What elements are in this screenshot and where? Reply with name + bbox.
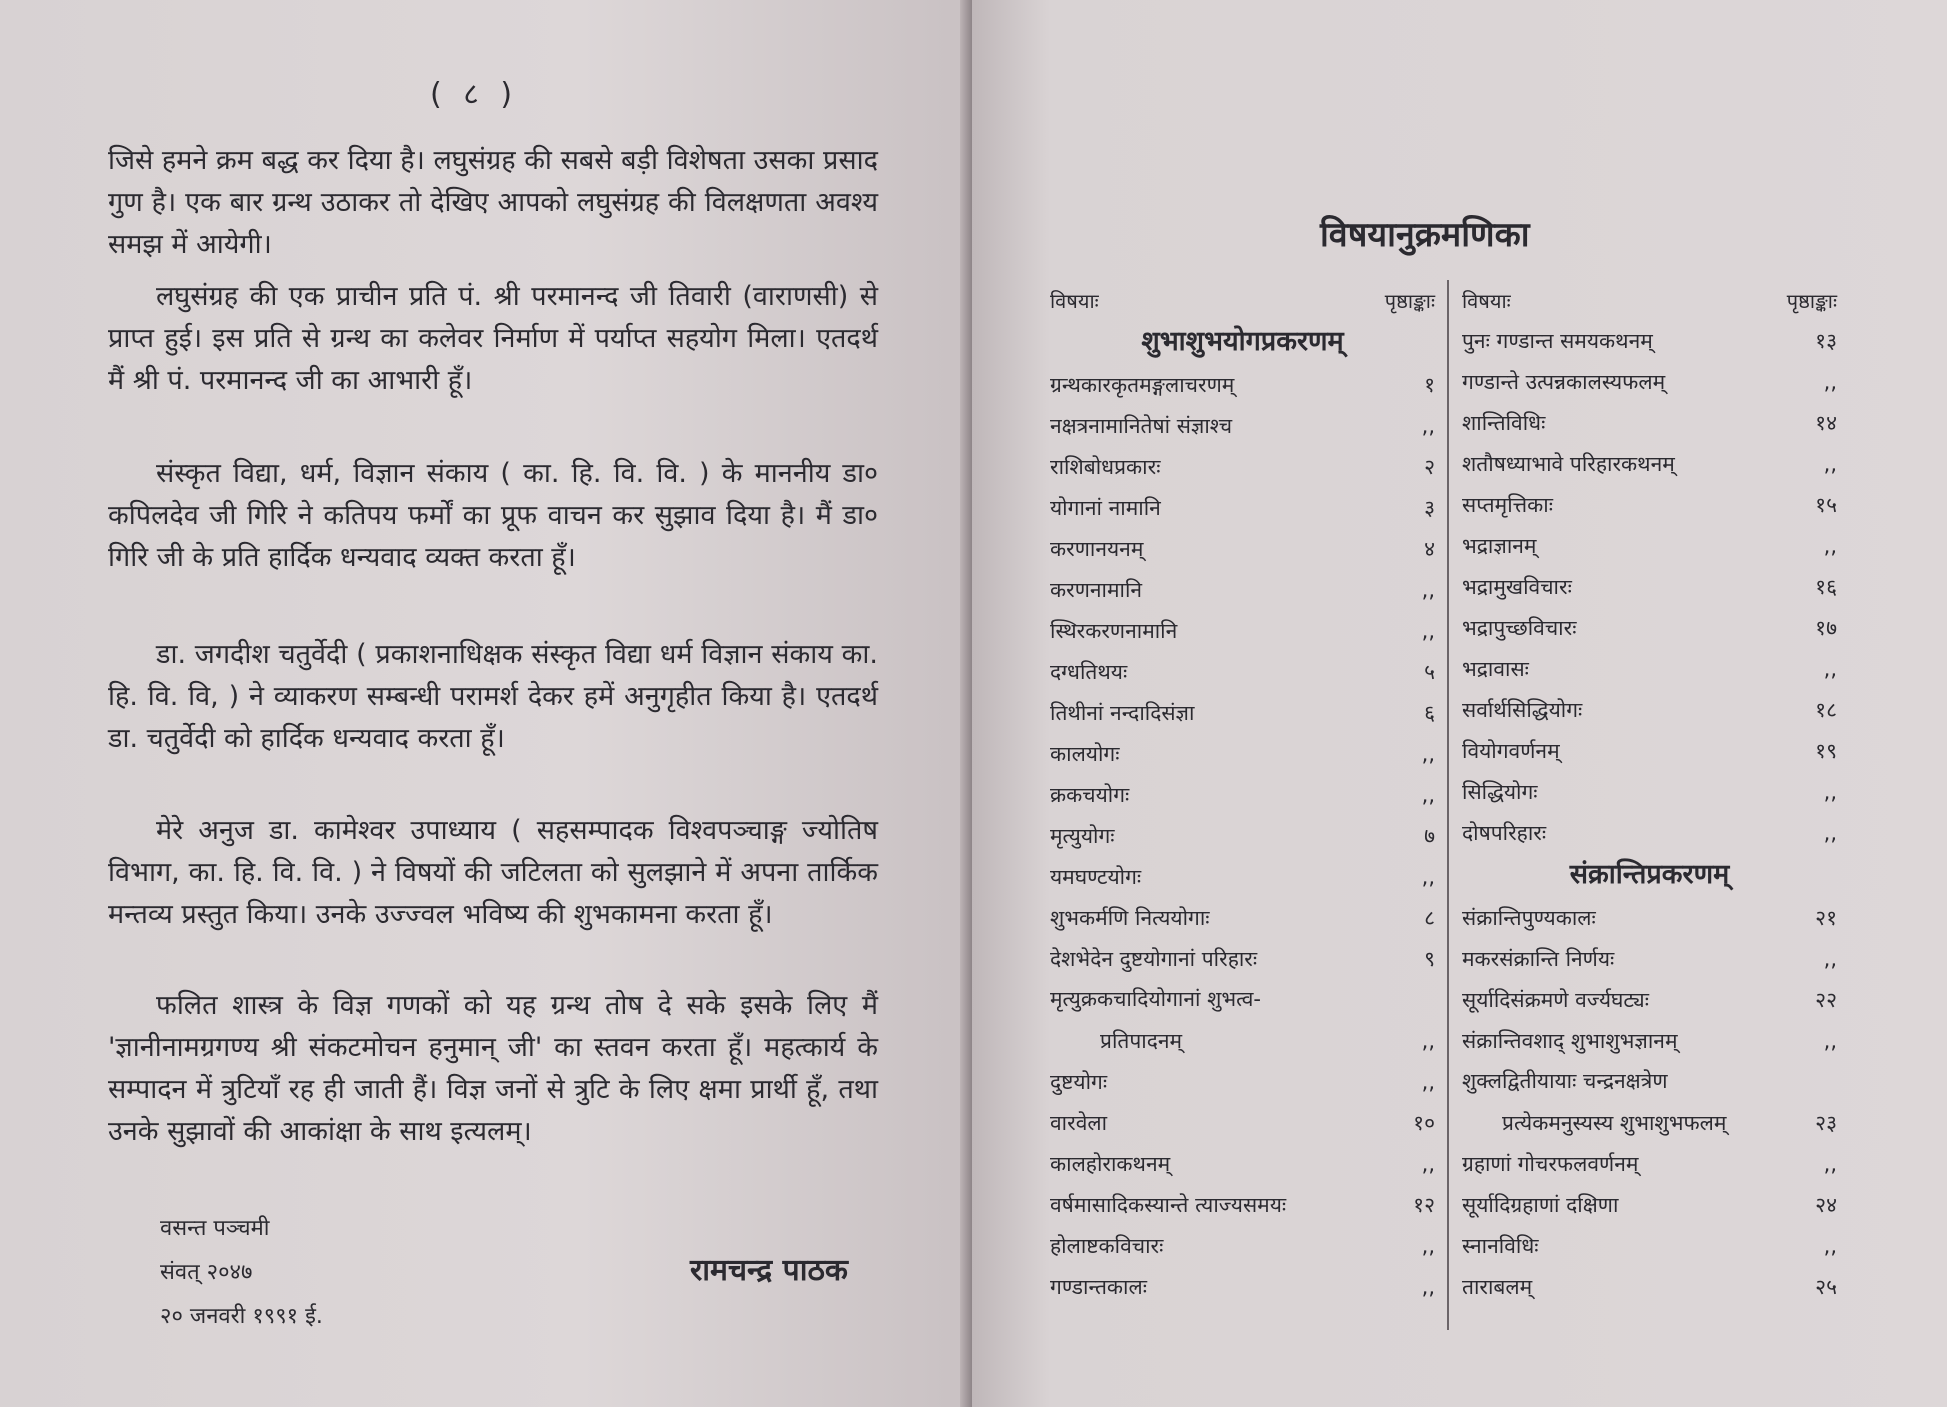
toc-entry-page: १७ xyxy=(1815,615,1837,640)
toc-entry xyxy=(1462,897,1837,938)
toc-entry xyxy=(1462,1184,1837,1225)
toc-entry-text: क्रकचयोगः xyxy=(1050,782,1130,807)
signature-date-2: संवत् २०४७ xyxy=(160,1260,253,1285)
toc-entry xyxy=(1462,1143,1837,1184)
toc-entry-page: ,, xyxy=(1421,741,1435,766)
toc-entry-page: ,, xyxy=(1823,779,1837,804)
toc-entry xyxy=(1462,566,1837,607)
toc-entry-page: ,, xyxy=(1823,451,1837,476)
header-page: पृष्ठाङ्काः xyxy=(1786,288,1837,313)
toc-entry-text: राशिबोधप्रकारः xyxy=(1050,454,1161,479)
toc-entry-page: ९ xyxy=(1424,946,1435,971)
page-number: ( ८ ) xyxy=(430,77,519,112)
toc-entry xyxy=(1462,812,1837,853)
toc-entry-page: ,, xyxy=(1823,1028,1837,1053)
toc-entry-text: यमघण्टयोगः xyxy=(1050,864,1142,889)
toc-entry-page: ,, xyxy=(1823,1233,1837,1258)
toc-entry-text: करणानयनम् xyxy=(1050,536,1144,561)
toc-entry-page: १५ xyxy=(1815,492,1837,517)
toc-entry-page: २३ xyxy=(1815,1110,1837,1135)
toc-entry-text: वारवेला xyxy=(1050,1110,1108,1135)
toc-entry-page: ,, xyxy=(1823,533,1837,558)
toc-entry-page: २ xyxy=(1424,454,1435,479)
toc-entry-text: देशभेदेन दुष्टयोगानां परिहारः xyxy=(1050,946,1258,971)
toc-entry-page: १३ xyxy=(1815,328,1837,353)
toc-entry-text: वियोगवर्णनम् xyxy=(1462,738,1560,763)
toc-entry xyxy=(1050,1184,1435,1225)
toc-entry-text: सूर्यादिग्रहाणां दक्षिणा xyxy=(1462,1192,1619,1217)
toc-entry xyxy=(1050,487,1435,528)
toc-entry xyxy=(1462,938,1837,979)
toc-entry xyxy=(1462,648,1837,689)
toc-entry xyxy=(1050,774,1435,815)
toc-entry xyxy=(1462,1020,1837,1061)
toc-entry-text: गण्डान्तकालः xyxy=(1050,1274,1147,1299)
toc-entry-page: ४ xyxy=(1424,536,1435,561)
toc-entry-text: ग्रन्थकारकृतमङ्गलाचरणम् xyxy=(1050,372,1235,397)
toc-entry-page: ,, xyxy=(1823,656,1837,681)
signature-date-1: वसन्त पञ्चमी xyxy=(160,1216,270,1241)
toc-title: विषयानुक्रमणिका xyxy=(1320,215,1530,255)
paragraph-6: फलित शास्त्र के विज्ञ गणकों को यह ग्रन्थ तोष दे सके इसके लिए मैं 'ज्ञानीनामग्रगण्य श्री संकटमोचन हनुमान् जी' का स्तवन करता हूँ। महत्कार्य के सम्पादन में त्रुटियाँ रह ही जाती हैं। विज्ञ जनों से त्रुटि के लिए क्षमा प्रार्थी हूँ, तथा उनके सुझावों की आकांक्षा के साथ इत्यलम्। xyxy=(108,990,878,1147)
toc-entry-page: ,, xyxy=(1823,946,1837,971)
toc-entry xyxy=(1050,1143,1435,1184)
toc-entry-page: ,, xyxy=(1421,1028,1435,1053)
toc-entry xyxy=(1462,525,1837,566)
toc-entry-text: ग्रहाणां गोचरफलवर्णनम् xyxy=(1462,1151,1639,1176)
toc-entry xyxy=(1050,1102,1435,1143)
header-subject: विषयाः xyxy=(1462,288,1511,313)
toc-entry-text: शुक्लद्वितीयायाः चन्द्रनक्षत्रेण xyxy=(1462,1069,1668,1093)
toc-entry-page: ,, xyxy=(1823,820,1837,845)
toc-entry-page: १९ xyxy=(1815,738,1837,763)
toc-entry-page: २२ xyxy=(1815,987,1837,1012)
toc-entry-page: १४ xyxy=(1815,410,1837,435)
header-subject: विषयाः xyxy=(1050,288,1099,313)
toc-entry-text: सप्तमृत्तिकाः xyxy=(1462,492,1553,517)
toc-entry-page: १० xyxy=(1413,1110,1435,1135)
toc-entry xyxy=(1050,405,1435,446)
toc-entry xyxy=(1050,610,1435,651)
toc-entry-text: ताराबलम् xyxy=(1462,1274,1533,1299)
toc-entry-text: दुष्टयोगः xyxy=(1050,1069,1108,1094)
toc-entry-page: १६ xyxy=(1815,574,1837,599)
toc-entry-text: करणनामानि xyxy=(1050,577,1143,602)
toc-entry-text: गण्डान्ते उत्पन्नकालस्यफलम् xyxy=(1462,369,1666,394)
toc-entry-text: भद्रामुखविचारः xyxy=(1462,574,1572,599)
toc-entry xyxy=(1050,938,1435,979)
toc-entry-text: पुनः गण्डान्त समयकथनम् xyxy=(1462,328,1653,353)
toc-entry-text: शुभकर्मणि नित्ययोगाः xyxy=(1050,905,1210,930)
toc-entry xyxy=(1050,1225,1435,1266)
toc-entry xyxy=(1462,771,1837,812)
column-header xyxy=(1462,280,1837,320)
toc-entry xyxy=(1050,856,1435,897)
toc-entry-page: २५ xyxy=(1815,1274,1837,1299)
toc-entry-page: ५ xyxy=(1424,659,1435,684)
paragraph-3: संस्कृत विद्या, धर्म, विज्ञान संकाय ( का. हि. वि. वि. ) के माननीय डा० कपिलदेव जी गिरि ने कतिपय फर्मों का प्रूफ वाचन कर सुझाव दिया है। मैं डा० गिरि जी के प्रति हार्दिक धन्यवाद व्यक्त करता हूँ। xyxy=(108,458,878,573)
toc-entry-text: संक्रान्तिपुण्यकालः xyxy=(1462,905,1596,930)
left-page xyxy=(0,0,970,1407)
toc-entry-text: संक्रान्तिवशाद् शुभाशुभज्ञानम् xyxy=(1462,1028,1678,1053)
toc-column-2 xyxy=(1462,280,1837,1307)
signature-date-3: २० जनवरी १९९१ ई. xyxy=(160,1304,323,1329)
header-page: पृष्ठाङ्काः xyxy=(1384,288,1435,313)
toc-entry xyxy=(1050,569,1435,610)
toc-entry xyxy=(1462,402,1837,443)
toc-entry xyxy=(1050,651,1435,692)
toc-entry xyxy=(1462,979,1837,1020)
toc-entry-page: ६ xyxy=(1424,700,1435,725)
toc-entry-text: वर्षमासादिकस्यान्ते त्याज्यसमयः xyxy=(1050,1192,1287,1217)
toc-entry xyxy=(1050,979,1435,1061)
toc-entry-text: शान्तिविधिः xyxy=(1462,410,1546,435)
toc-entry xyxy=(1050,692,1435,733)
toc-entry-page: १२ xyxy=(1413,1192,1435,1217)
toc-entry-text: होलाष्टकविचारः xyxy=(1050,1233,1164,1258)
toc-entry-page: ,, xyxy=(1421,1151,1435,1176)
section-heading: शुभाशुभयोगप्रकरणम् xyxy=(1141,326,1344,357)
toc-entry xyxy=(1462,484,1837,525)
toc-entry xyxy=(1050,815,1435,856)
toc-entry-text: भद्रापुच्छविचारः xyxy=(1462,615,1577,640)
toc-entry-page: ,, xyxy=(1823,1151,1837,1176)
toc-entry-text: सूर्यादिसंक्रमणे वर्ज्यघट्यः xyxy=(1462,987,1649,1012)
toc-entry-text: सर्वार्थसिद्धियोगः xyxy=(1462,697,1583,722)
toc-entry-page: ८ xyxy=(1424,905,1435,930)
column-divider xyxy=(1447,280,1449,1330)
toc-entry-page: ३ xyxy=(1424,495,1435,520)
toc-entry-text: दग्धतिथयः xyxy=(1050,659,1128,684)
toc-entry-text: प्रत्येकमनुस्यस्य शुभाशुभफलम् xyxy=(1502,1110,1727,1135)
toc-entry xyxy=(1050,364,1435,405)
paragraph-4: डा. जगदीश चतुर्वेदी ( प्रकाशनाधिक्षक संस्कृत विद्या धर्म विज्ञान संकाय का. हि. वि. वि, ) ने व्याकरण सम्बन्धी परामर्श देकर हमें अनुगृहीत किया है। एतदर्थ डा. चतुर्वेदी को हार्दिक धन्यवाद करता हूँ। xyxy=(108,639,878,754)
section-heading: संक्रान्तिप्रकरणम् xyxy=(1569,859,1730,890)
toc-entry xyxy=(1462,361,1837,402)
toc-entry-text: सिद्धियोगः xyxy=(1462,779,1538,804)
toc-entry xyxy=(1050,733,1435,774)
toc-entry xyxy=(1462,1225,1837,1266)
column-header xyxy=(1050,280,1435,320)
toc-entry xyxy=(1462,1266,1837,1307)
toc-entry xyxy=(1462,443,1837,484)
toc-entry-page: १८ xyxy=(1815,697,1837,722)
paragraph-2: लघुसंग्रह की एक प्राचीन प्रति पं. श्री परमानन्द जी तिवारी (वाराणसी) से प्राप्त हुई। इस प्रति से ग्रन्थ का कलेवर निर्माण में पर्याप्त सहयोग मिला। एतदर्थ मैं श्री पं. परमानन्द जी का आभारी हूँ। xyxy=(108,281,878,396)
toc-entry-page: ,, xyxy=(1421,618,1435,643)
toc-entry-text: कालहोराकथनम् xyxy=(1050,1151,1171,1176)
toc-entry-text: मकरसंक्रान्ति निर्णयः xyxy=(1462,946,1615,971)
toc-entry-page: २१ xyxy=(1815,905,1837,930)
toc-entry xyxy=(1462,607,1837,648)
toc-entry-page: ,, xyxy=(1421,782,1435,807)
toc-entry-page: ,, xyxy=(1421,864,1435,889)
toc-entry-text: मृत्युयोगः xyxy=(1050,823,1115,848)
toc-entry-text: शतौषध्याभावे परिहारकथनम् xyxy=(1462,451,1675,476)
toc-entry-text: मृत्युक्रकचादियोगानां शुभत्व- xyxy=(1050,987,1261,1011)
toc-entry xyxy=(1462,730,1837,771)
toc-entry-page: ,, xyxy=(1421,1233,1435,1258)
toc-entry xyxy=(1462,320,1837,361)
toc-entry-page: ,, xyxy=(1421,577,1435,602)
toc-entry-text: दोषपरिहारः xyxy=(1462,820,1547,845)
toc-entry-text: भद्राज्ञानम् xyxy=(1462,533,1537,558)
toc-entry xyxy=(1050,1061,1435,1102)
toc-entry-page: ,, xyxy=(1421,413,1435,438)
toc-entry xyxy=(1050,446,1435,487)
toc-entry-page: ,, xyxy=(1823,369,1837,394)
toc-entry-page: १ xyxy=(1424,372,1435,397)
toc-entry-text: नक्षत्रनामानितेषां संज्ञाश्च xyxy=(1050,413,1233,438)
toc-column-1 xyxy=(1050,280,1435,1307)
paragraph-5: मेरे अनुज डा. कामेश्वर उपाध्याय ( सहसम्पादक विश्वपञ्चाङ्ग ज्योतिष विभाग, का. हि. वि. वि. ) ने विषयों की जटिलता को सुलझाने में अपना तार्किक मन्तव्य प्रस्तुत किया। उनके उज्ज्वल भविष्य की शुभकामना करता हूँ। xyxy=(108,815,878,930)
toc-entry-page: २४ xyxy=(1815,1192,1837,1217)
toc-entry xyxy=(1050,1266,1435,1307)
toc-entry xyxy=(1050,528,1435,569)
toc-entry-text: भद्रावासः xyxy=(1462,656,1529,681)
toc-entry-text: प्रतिपादनम् xyxy=(1100,1028,1183,1053)
toc-entry-page: ,, xyxy=(1421,1069,1435,1094)
toc-entry-text: स्थिरकरणनामानि xyxy=(1050,618,1178,643)
paragraph-1: जिसे हमने क्रम बद्ध कर दिया है। लघुसंग्रह की सबसे बड़ी विशेषता उसका प्रसाद गुण है। एक बार ग्रन्थ उठाकर तो देखिए आपको लघुसंग्रह की विलक्षणता अवश्य समझ में आयेगी। xyxy=(108,145,878,260)
toc-entry-text: तिथीनां नन्दादिसंज्ञा xyxy=(1050,700,1195,725)
toc-entry-text: स्नानविधिः xyxy=(1462,1233,1539,1258)
toc-entry-text: योगानां नामानि xyxy=(1050,495,1161,520)
toc-entry xyxy=(1462,689,1837,730)
toc-entry xyxy=(1050,897,1435,938)
signature-name: रामचन्द्र पाठक xyxy=(690,1253,848,1288)
toc-entry xyxy=(1462,1061,1837,1143)
toc-entry-page: ७ xyxy=(1424,823,1435,848)
toc-entry-text: कालयोगः xyxy=(1050,741,1120,766)
toc-entry-page: ,, xyxy=(1421,1274,1435,1299)
